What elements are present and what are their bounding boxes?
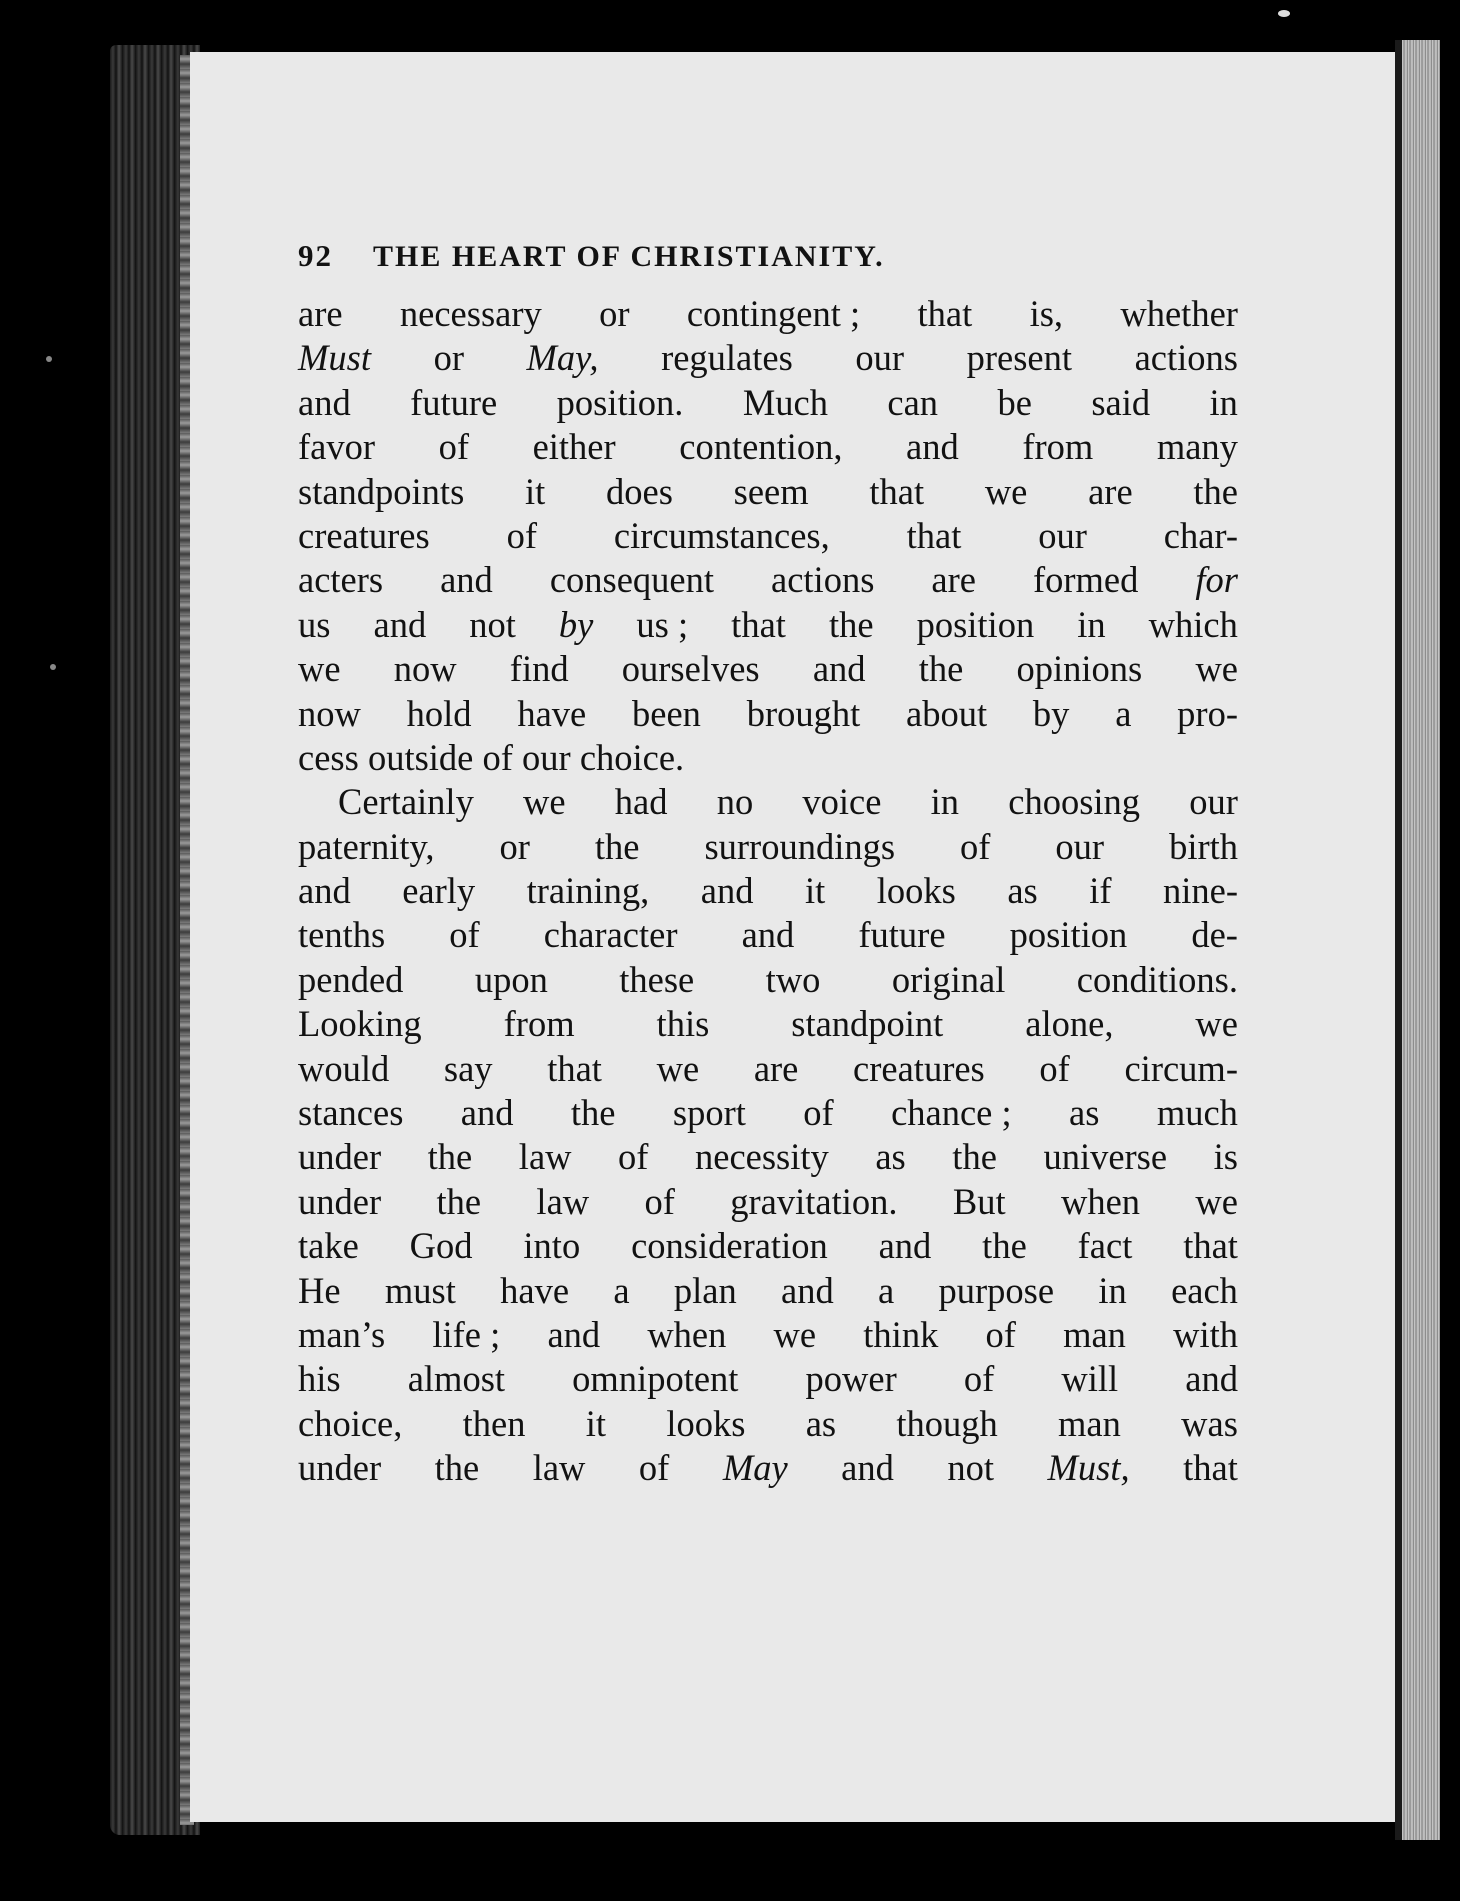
word: been (632, 692, 701, 734)
word: man (1063, 1313, 1126, 1355)
page-edges (1402, 40, 1440, 1840)
word: and (878, 1225, 932, 1267)
word: present (966, 337, 1072, 379)
word: then (462, 1402, 526, 1444)
italic-word: May, (526, 337, 599, 379)
word: actions (771, 559, 875, 601)
word: must (384, 1269, 456, 1311)
word: we (656, 1047, 700, 1089)
word: and (700, 870, 754, 912)
word: our (1055, 825, 1105, 867)
word: the (982, 1225, 1027, 1267)
word: does (606, 470, 673, 512)
word: universe (1043, 1136, 1168, 1178)
word: as (875, 1136, 906, 1178)
word: find (509, 648, 569, 690)
word: tenths (298, 914, 386, 956)
word: say (443, 1047, 493, 1089)
word: Much (742, 381, 828, 423)
word: of (482, 736, 513, 778)
text-line (298, 603, 1238, 647)
word: ourselves (621, 648, 760, 690)
word: the (570, 1092, 616, 1134)
word: choice. (579, 736, 685, 778)
word: outside (367, 736, 474, 778)
word: position. (556, 381, 684, 423)
word: original (891, 958, 1006, 1000)
word: and (373, 603, 427, 645)
word: and (781, 1269, 834, 1311)
word: standpoints (298, 470, 465, 512)
word: that (906, 514, 962, 556)
word: in (1209, 381, 1238, 423)
word: two (765, 958, 821, 1000)
word: early (402, 870, 476, 912)
word: had (614, 781, 668, 823)
word: a (1115, 692, 1132, 734)
word: now (298, 692, 361, 734)
text-line (298, 736, 1238, 780)
word: future (410, 381, 498, 423)
text-line (298, 780, 1238, 824)
word: from (503, 1003, 575, 1045)
word: we (298, 648, 341, 690)
word: it (585, 1402, 607, 1444)
word: of (449, 914, 480, 956)
text-line (298, 825, 1238, 869)
word: and (841, 1447, 894, 1489)
word: law (532, 1447, 586, 1489)
word: conditions. (1076, 958, 1238, 1000)
word: are (298, 293, 343, 334)
word: it (804, 870, 826, 912)
scan-speck (50, 664, 56, 670)
word: paternity, (298, 825, 435, 867)
word: purpose (938, 1269, 1055, 1311)
word: standpoint (791, 1003, 944, 1045)
scan-speck (46, 356, 52, 362)
word: and (906, 426, 959, 468)
word: with (1173, 1313, 1238, 1355)
text-line (298, 1002, 1238, 1046)
word: choosing (1008, 781, 1141, 823)
word: of (644, 1180, 675, 1222)
text-line (298, 1446, 1238, 1490)
italic-word: May (722, 1447, 788, 1489)
word: which (1148, 603, 1238, 645)
word: de- (1191, 914, 1238, 956)
word: upon (474, 958, 548, 1000)
word: of (618, 1136, 649, 1178)
word: of (960, 825, 991, 867)
word: of (1039, 1047, 1070, 1089)
word: hold (406, 692, 472, 734)
word: necessary (399, 293, 542, 334)
word: we (523, 781, 566, 823)
word: our (522, 736, 571, 778)
word: and (460, 1092, 514, 1134)
word: and (547, 1313, 601, 1355)
text-line (298, 1047, 1238, 1091)
word: was (1181, 1402, 1238, 1444)
word: consideration (631, 1225, 828, 1267)
word: as (805, 1402, 837, 1444)
word: and (440, 559, 493, 601)
word: the (828, 603, 874, 645)
word: choice, (298, 1402, 403, 1444)
word: that (1183, 1225, 1238, 1267)
word: about (906, 692, 988, 734)
word: the (434, 1447, 480, 1489)
word: position (1009, 914, 1128, 956)
word: many (1156, 426, 1238, 468)
text-line (298, 958, 1238, 1002)
word: that (917, 293, 973, 334)
word: the (594, 825, 640, 867)
word: this (656, 1003, 710, 1045)
word: of (963, 1358, 995, 1400)
text-line (298, 514, 1238, 558)
word: actions (1134, 337, 1238, 379)
word: take (298, 1225, 359, 1267)
word: is, (1029, 293, 1064, 334)
word: contention, (679, 426, 843, 468)
text-line (298, 1091, 1238, 1135)
word: life ; (432, 1313, 501, 1355)
word: are (753, 1047, 799, 1089)
word: nine- (1163, 870, 1238, 912)
word: necessity (695, 1136, 829, 1178)
word: will (1061, 1358, 1119, 1400)
word: regulates (661, 337, 793, 379)
text-line (298, 1313, 1238, 1357)
running-head-title: THE HEART OF CHRISTIANITY. (373, 240, 885, 273)
text-line (298, 1269, 1238, 1313)
word: omnipotent (572, 1358, 739, 1400)
text-line (298, 913, 1238, 957)
word: opinions (1016, 648, 1143, 690)
text-line (298, 692, 1238, 736)
word: whether (1120, 293, 1238, 334)
word: when (647, 1313, 727, 1355)
word: by (1032, 692, 1070, 734)
word: our (1189, 781, 1238, 823)
word: favor (298, 426, 376, 468)
word: looks (876, 870, 956, 912)
word: future (858, 914, 946, 956)
word: we (773, 1313, 817, 1355)
word: think (863, 1313, 939, 1355)
word: not (469, 603, 516, 645)
word: our (1038, 514, 1087, 556)
word: that (869, 470, 925, 512)
word: power (805, 1358, 897, 1400)
word: char- (1163, 514, 1238, 556)
word: circumstances, (613, 514, 830, 556)
running-head (298, 238, 1238, 274)
word: brought (746, 692, 861, 734)
word: into (523, 1225, 581, 1267)
word: or (599, 293, 630, 334)
word: if (1089, 870, 1112, 912)
word: Certainly (338, 781, 474, 823)
word: we (1195, 1180, 1238, 1222)
italic-word: Must (298, 337, 371, 379)
word: as (1007, 870, 1038, 912)
word: of (638, 1447, 670, 1489)
word: be (997, 381, 1032, 423)
word: creatures (853, 1047, 985, 1089)
word: character (543, 914, 678, 956)
text-line (298, 869, 1238, 913)
word: a (613, 1269, 630, 1311)
page-number: 92 (298, 238, 333, 273)
word: looks (666, 1402, 746, 1444)
word: formed (1032, 559, 1139, 601)
text-line (298, 558, 1238, 602)
word: God (409, 1225, 473, 1267)
italic-word: by (558, 603, 594, 645)
text-line (298, 425, 1238, 469)
word: and (1185, 1358, 1238, 1400)
word: He (298, 1269, 341, 1311)
word: under (298, 1180, 382, 1222)
word: and (812, 648, 866, 690)
word: consequent (549, 559, 715, 601)
word: are (931, 559, 976, 601)
word: and (298, 870, 351, 912)
word: law (536, 1180, 590, 1222)
word: circum- (1124, 1047, 1238, 1089)
word: alone, (1025, 1003, 1114, 1045)
word: the (918, 648, 964, 690)
word: training, (526, 870, 650, 912)
page-text-block (298, 238, 1238, 1491)
word: sport (672, 1092, 746, 1134)
word: it (525, 470, 546, 512)
word: his (298, 1358, 341, 1400)
word: Looking (298, 1003, 422, 1045)
word: now (393, 648, 457, 690)
word: the (427, 1136, 473, 1178)
italic-word: for (1195, 559, 1238, 601)
word: our (855, 337, 905, 379)
word: from (1022, 426, 1094, 468)
word: in (1098, 1269, 1127, 1311)
word: no (716, 781, 754, 823)
word: have (500, 1269, 570, 1311)
word: can (887, 381, 939, 423)
word: much (1156, 1092, 1238, 1134)
word: as (1069, 1092, 1100, 1134)
word: stances (298, 1092, 404, 1134)
word: we (984, 470, 1028, 512)
word: these (619, 958, 695, 1000)
word: man’s (298, 1313, 386, 1355)
text-line (298, 1135, 1238, 1179)
word: position (916, 603, 1035, 645)
text-line (298, 470, 1238, 514)
word: under (298, 1447, 382, 1489)
word: of (985, 1313, 1016, 1355)
word: we (1195, 648, 1238, 690)
word: man (1058, 1402, 1121, 1444)
word: either (532, 426, 616, 468)
word: not (947, 1447, 995, 1489)
word: in (1077, 603, 1106, 645)
word: or (499, 825, 530, 867)
word: is (1213, 1136, 1238, 1178)
word: birth (1169, 825, 1238, 867)
text-line (298, 1357, 1238, 1401)
word: of (506, 514, 537, 556)
word: of (803, 1092, 834, 1134)
word: fact (1077, 1225, 1133, 1267)
word: said (1091, 381, 1151, 423)
word: contingent ; (686, 293, 861, 334)
word: voice (802, 781, 882, 823)
text-line (298, 1180, 1238, 1224)
paragraph (298, 780, 1238, 1490)
word: and (741, 914, 795, 956)
word: gravitation. (730, 1180, 898, 1222)
paragraph (298, 292, 1238, 780)
word: the (952, 1136, 997, 1178)
text-line (298, 336, 1238, 380)
word: creatures (298, 514, 430, 556)
word: and (298, 381, 351, 423)
word: pended (298, 958, 404, 1000)
word: are (1088, 470, 1133, 512)
word: have (517, 692, 587, 734)
word: that (1183, 1447, 1238, 1489)
word: chance ; (891, 1092, 1012, 1134)
word: us ; (636, 603, 689, 645)
word: pro- (1177, 692, 1238, 734)
text-line (298, 292, 1238, 336)
italic-word: Must, (1047, 1447, 1130, 1489)
text-line (298, 1402, 1238, 1446)
word: when (1060, 1180, 1141, 1222)
word: that (547, 1047, 602, 1089)
word: under (298, 1136, 382, 1178)
word: the (1193, 470, 1238, 512)
word: each (1171, 1269, 1238, 1311)
word: in (930, 781, 960, 823)
text-line (298, 647, 1238, 691)
word: we (1195, 1003, 1238, 1045)
word: law (518, 1136, 572, 1178)
word: the (436, 1180, 482, 1222)
word: surroundings (704, 825, 896, 867)
word: cess (298, 736, 359, 778)
word: that (731, 603, 786, 645)
word: acters (298, 559, 384, 601)
word: seem (733, 470, 809, 512)
body-text (298, 292, 1238, 1491)
text-line (298, 1224, 1238, 1268)
word: of (438, 426, 469, 468)
word: or (433, 337, 464, 379)
text-line (298, 381, 1238, 425)
word: almost (407, 1358, 506, 1400)
word: a (878, 1269, 895, 1311)
word: us (298, 603, 331, 645)
word: would (298, 1047, 390, 1089)
word: But (952, 1180, 1006, 1222)
scan-speck (1278, 10, 1290, 17)
word: though (896, 1402, 998, 1444)
word: plan (673, 1269, 737, 1311)
